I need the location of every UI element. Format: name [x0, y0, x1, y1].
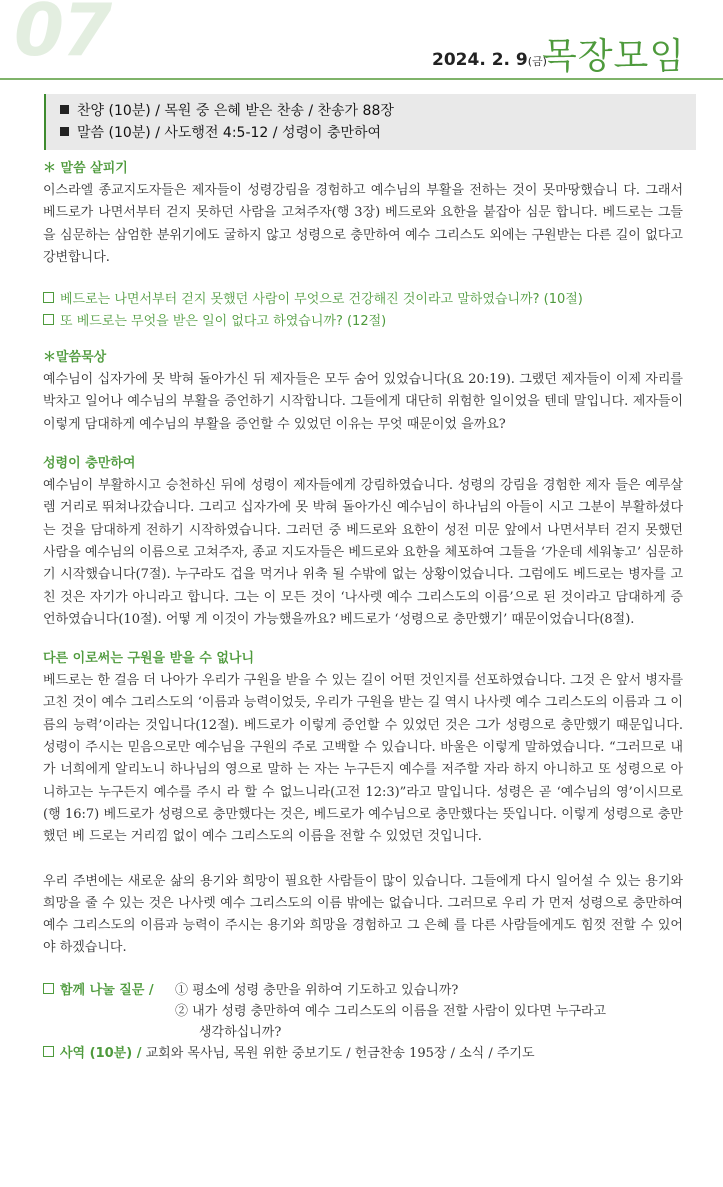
agenda-box [44, 94, 696, 150]
title-divider [0, 78, 723, 80]
checkbox-square-icon [43, 292, 54, 303]
section-heading: ＊ 말씀 살피기 [43, 161, 128, 176]
closing-ministry [43, 1043, 683, 1064]
closing-label: 사역 (10분) / [60, 1045, 142, 1061]
paragraph-line: 수 있습니다. 바울은 이렇게 말하였습니다. “그러므로 내가 너희에게 알리노니 하나님의 영으로 말하 [43, 740, 683, 778]
paragraph-line: 예수님이 부활하시고 승천하신 뒤에 성령이 제자들에게 강림하였습니다. 성령의 강림을 경험한 제자 [43, 478, 611, 494]
agenda-item-word [60, 122, 696, 144]
agenda-item-text: 말씀 (10분) / 사도행전 4:5-12 / 성령이 충만하여 [77, 125, 382, 141]
paragraph-line: 성령으로 충만했다는 것은, 베드로가 예수님으로 충만했다는 뜻입니다. 이렇게 성령으로 충만했던 베 [43, 806, 683, 845]
paragraph-line: 가 먼저 성령으로 충만하여 예수 그리스도의 이름과 능력이 주시는 용기와 희망을 경험하고 그 은혜 [43, 895, 683, 934]
paragraph-line: 는 자는 누구든지 예수를 저주할 자라 하지 아니하고 또 성령으로 아니하고는 누구든지 예수를 주시 [43, 762, 683, 800]
date-text: 2024. 2. 9 [432, 50, 528, 70]
section-paragraph [43, 670, 683, 848]
paragraph-line: 예수님이 십자가에 못 박혀 돌아가신 뒤 제자들은 모두 숨어 있었습니다(요 20:19). 그랬던 제자들이 [43, 372, 612, 388]
paragraph-line: 이스라엘 종교지도자들은 제자들이 성령강림을 경험하고 예수님의 부활을 전하는 것이 못마땅했습니 [43, 183, 619, 198]
section-heading: 성령이 충만하여 [43, 456, 136, 472]
paragraph-line: 이제 자리를 박차고 일어나 예수님의 부활을 증언하기 시작합니다. 그들에게 대단히 위험한 일이었을 [43, 372, 683, 410]
paragraph-line: 합니다. 베드로는 그들을 심문하는 삼엄한 분위기에도 굴하지 않고 성령으로 충만하여 예수 그리스도 [43, 205, 683, 243]
checkbox-square-icon [43, 314, 54, 325]
checkbox-square-icon [43, 1046, 54, 1057]
section-heading: ＊말씀묵상 [43, 350, 107, 366]
paragraph-line: 될 수밖에 없는 상황이었습니다. 그럼에도 베드로는 병자를 고친 것은 자기가 아니라고 합니다. 그는 [43, 567, 683, 605]
paragraph-line: 우리 주변에는 새로운 삶의 용기와 희망이 필요한 사람들이 많이 있습니다. 그들에게 다시 일어설 수 [43, 873, 611, 889]
paragraph-line: 을까요? [461, 416, 506, 432]
paragraph-line: 외에는 구원받는 다른 길이 없다고 강변합니다. [43, 227, 683, 265]
section-paragraph [43, 871, 683, 960]
share-questions-label: 함께 나눌 질문 / [60, 982, 154, 998]
paragraph-line: 요한을 체포하여 그들을 ‘가운데 세워놓고’ 심문하기 시작했습니다(7절). 누구라도 겁을 먹거나 위축 [43, 544, 684, 583]
checkbox-square-icon [43, 983, 54, 994]
paragraph-line: 텐데 말입니다. 제자들이 이렇게 담대하게 예수님의 부활을 증언할 수 있었던 이유는 무엇 때문이었 [43, 394, 684, 432]
section-paragraph [43, 369, 683, 436]
section-paragraph [43, 475, 683, 631]
closing-text: 교회와 목사님, 목원 위한 중보기도 / 헌금찬송 195장 / 소식 / 주기도 [141, 1045, 535, 1061]
section-heading: 다른 이로써는 구원을 받을 수 없나니 [43, 651, 254, 667]
paragraph-line: 드로는 거리낌 없이 예수 그리스도의 이름을 전할 수 있었던 것입니다. [88, 829, 482, 845]
question-item [43, 289, 683, 311]
share-question-item: ① 평소에 성령 충만을 위하여 기도하고 있습니까? [175, 982, 459, 998]
paragraph-line: 은 앞서 병자를 고친 것이 예수 그리스도의 ‘이름과 능력이었듯, 우리가 구원을 받는 길 역시 나사렛 [43, 673, 683, 711]
question-text: 베드로는 나면서부터 걷지 못했던 사람이 무엇으로 건강해진 것이라고 말하였습니까? (10절) [60, 292, 583, 308]
paragraph-line: 시고 그분이 부활하셨다는 것을 담대하게 전하기 시작하였습니다. 그러던 중 베드로와 요한이 성전 [43, 500, 683, 538]
meeting-date [432, 50, 547, 70]
agenda-item-text: 찬양 (10분) / 목원 중 은혜 받은 찬송 / 찬송가 88장 [77, 103, 394, 119]
paragraph-line: 게 이것이 가능했을까요? 베드로가 ‘성령으로 충만했기’ 때문이었습니다(8절). [195, 611, 635, 627]
paragraph-line: 것은 그가 성령으로 충만했기 때문입니다. 성령이 주시는 믿음으로만 예수님을 구원의 주로 고백할 [43, 717, 683, 756]
square-bullet-icon [60, 127, 69, 136]
section-paragraph [43, 180, 683, 269]
paragraph-line: 이 모든 것이 ‘나사렛 예수 그리스도의 이름’으로 된 것이라고 담대하게 증언하였습니다(10절). 어떻 [43, 589, 683, 627]
paragraph-line: 라 할 수 없느니라(고전 12:3)”라고 말입니다. 성령은 곧 ‘예수님의 영’이시므로(행 16:7) 베드로가 [43, 784, 683, 822]
paragraph-line: 미문 앞에서 나면서부터 걷지 못했던 사람을 예수님의 이름으로 고쳐주자, 종교 지도자들은 베드로와 [43, 522, 683, 560]
paragraph-line: 다. 그래서 베드로가 나면서부터 걷지 못하던 사람을 고쳐주자(행 3장) 베드로와 요한을 붙잡아 심문 [43, 183, 683, 221]
page-number: 07 [14, 0, 111, 72]
paragraph-line: 있는 용기와 희망을 줄 수 있는 것은 나사렛 예수 그리스도의 이름 밖에는 없습니다. 그러므로 우리 [43, 873, 683, 911]
paragraph-line: 들은 예루살렘 거리로 뛰쳐나갔습니다. 그리고 십자가에 못 박혀 돌아가신 예수님이 하나님의 아들이 [43, 478, 683, 516]
paragraph-line: 예수 그리스도의 이름과 그 이름의 능력’이라는 것입니다(12절). 베드로가 이렇게 증언할 수 있었던 [43, 695, 683, 733]
paragraph-line: 를 다른 사람들에게도 힘껏 전할 수 있어야 하겠습니다. [43, 918, 683, 956]
main-content [43, 158, 683, 1064]
square-bullet-icon [60, 105, 69, 114]
weekday-text: (금) [527, 55, 547, 68]
paragraph-line: 베드로는 한 걸음 더 나아가 우리가 구원을 받을 수 있는 길이 어떤 것인지를 선포하였습니다. 그것 [43, 673, 596, 689]
share-questions [43, 980, 683, 1043]
question-text: 또 베드로는 무엇을 받은 일이 없다고 하였습니까? (12절) [60, 314, 387, 330]
question-item [43, 311, 683, 333]
page-title: 목장모임 [542, 36, 686, 77]
share-question-item: ② 내가 성령 충만하여 예수 그리스도의 이름을 전할 사람이 있다면 누구라고 [175, 1003, 607, 1019]
share-question-continuation: 생각하십니까? [199, 1024, 282, 1040]
agenda-item-praise [60, 100, 696, 122]
